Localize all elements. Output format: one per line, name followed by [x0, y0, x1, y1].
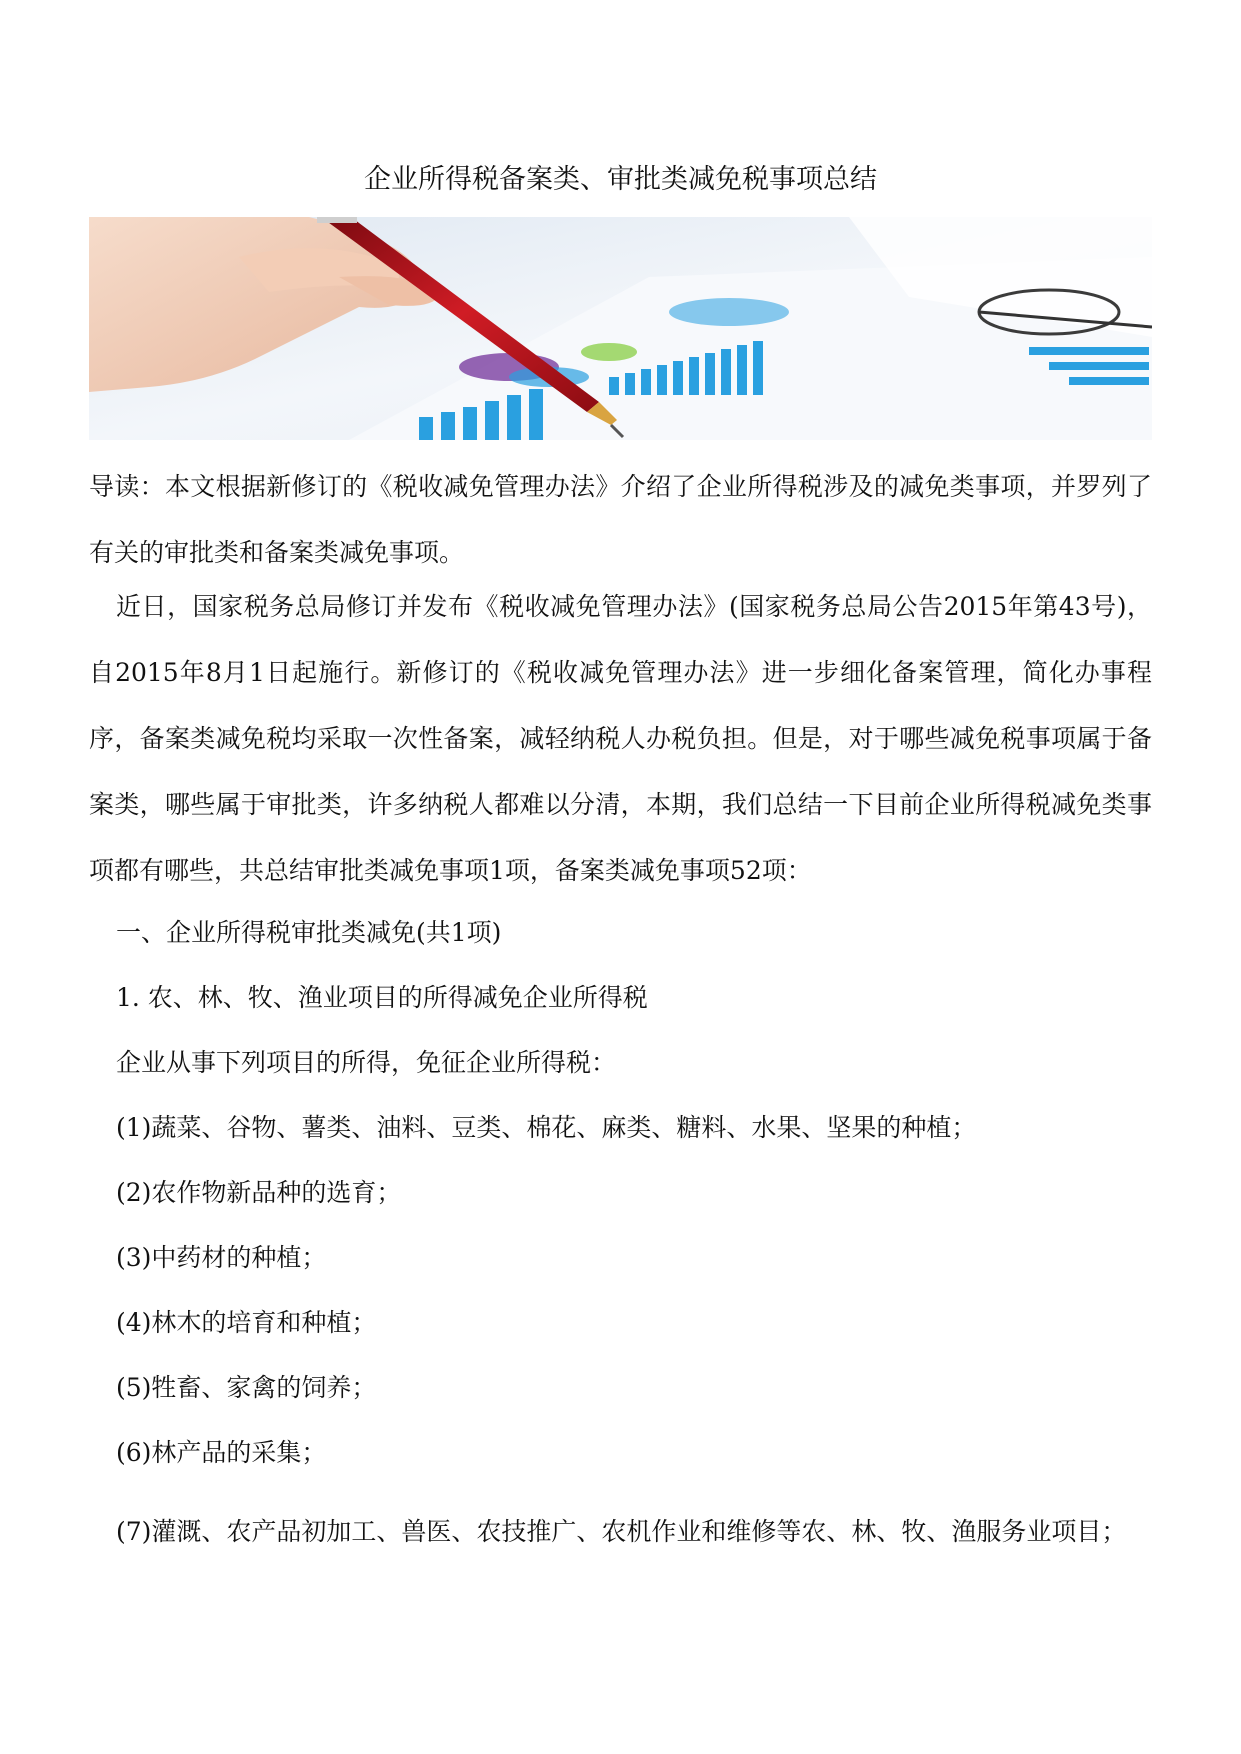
- list-item: (7)灌溉、农产品初加工、兽医、农技推广、农机作业和维修等农、林、牧、渔服务业项目；: [116, 1517, 1127, 1546]
- lead-in-text: 企业从事下列项目的所得，免征企业所得税：: [116, 1048, 617, 1077]
- list-item: (2)农作物新品种的选育；: [116, 1178, 402, 1207]
- item-heading: 1. 农、林、牧、渔业项目的所得减免企业所得税: [116, 983, 648, 1012]
- list-item: (5)牲畜、家禽的饲养；: [116, 1373, 377, 1402]
- list-item: (3)中药材的种植；: [116, 1243, 327, 1272]
- list-item: (4)林木的培育和种植；: [116, 1308, 377, 1337]
- document-title: 企业所得税备案类、审批类减免税事项总结: [364, 164, 877, 195]
- list-item: (1)蔬菜、谷物、薯类、油料、豆类、棉花、麻类、糖料、水果、坚果的种植；: [116, 1113, 977, 1142]
- list-item: (6)林产品的采集；: [116, 1438, 327, 1467]
- body-paragraph: 近日，国家税务总局修订并发布《税收减免管理办法》(国家税务总局公告2015年第43号)，自2015年8月1日起施行。新修订的《税收减免管理办法》进一步细化备案管理，简化办事程序，备案类减免税均采取一次性备案，减轻纳税人办税负担。但是，对于哪些减免税事项属于备案类，哪些属于审批类，许多纳税人都难以分清，本期，我们总结一下目前企业所得税减免类事项都有哪些，共总结审批类减免事项1项，备案类减免事项52项：: [89, 592, 1152, 885]
- section-heading: 一、企业所得税审批类减免(共1项): [116, 918, 502, 947]
- hero-image: [89, 217, 1152, 440]
- hero-photo-icon: [89, 217, 1152, 440]
- intro-paragraph: 导读：本文根据新修订的《税收减免管理办法》介绍了企业所得税涉及的减免类事项，并罗列了有关的审批类和备案类减免事项。: [89, 472, 1152, 567]
